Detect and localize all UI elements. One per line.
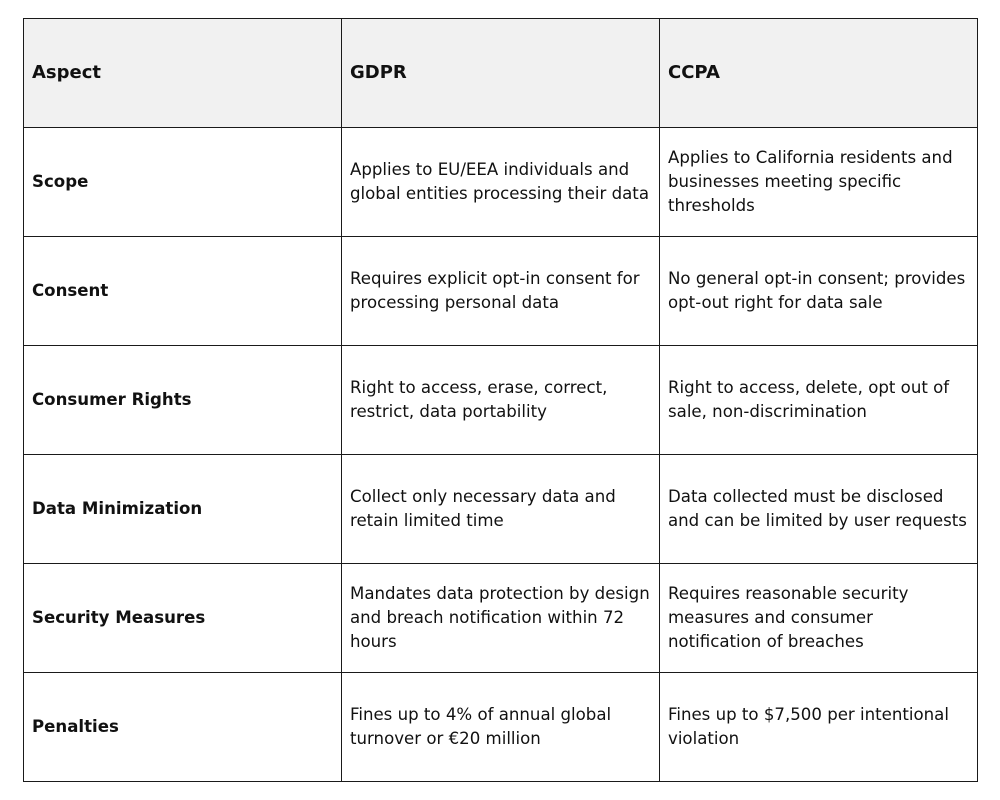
row-gdpr-cell: Requires explicit opt-in consent for processing personal data (342, 237, 660, 346)
row-ccpa-cell: Requires reasonable security measures and consumer notification of breaches (660, 564, 978, 673)
row-ccpa-cell: Applies to California residents and businesses meeting specific thresholds (660, 128, 978, 237)
row-gdpr-cell: Collect only necessary data and retain limited time (342, 455, 660, 564)
row-ccpa-cell: Data collected must be disclosed and can be limited by user requests (660, 455, 978, 564)
table-row (24, 237, 978, 346)
row-ccpa-cell: Right to access, delete, opt out of sale, non-discrimination (660, 346, 978, 455)
row-aspect-cell: Security Measures (24, 564, 342, 673)
row-aspect-cell: Data Minimization (24, 455, 342, 564)
row-aspect-cell: Consumer Rights (24, 346, 342, 455)
table-row (24, 346, 978, 455)
row-gdpr-cell: Right to access, erase, correct, restrict, data portability (342, 346, 660, 455)
row-gdpr-cell: Fines up to 4% of annual global turnover or €20 million (342, 673, 660, 782)
table-row (24, 564, 978, 673)
header-ccpa: CCPA (660, 19, 978, 128)
row-ccpa-cell: Fines up to $7,500 per intentional violation (660, 673, 978, 782)
gdpr-ccpa-comparison-table (23, 18, 978, 782)
table-body (24, 128, 978, 782)
row-aspect-cell: Consent (24, 237, 342, 346)
row-ccpa-cell: No general opt-in consent; provides opt-out right for data sale (660, 237, 978, 346)
row-gdpr-cell: Mandates data protection by design and breach notification within 72 hours (342, 564, 660, 673)
row-aspect-cell: Penalties (24, 673, 342, 782)
header-aspect: Aspect (24, 19, 342, 128)
table-row (24, 455, 978, 564)
row-aspect-cell: Scope (24, 128, 342, 237)
table-row (24, 673, 978, 782)
row-gdpr-cell: Applies to EU/EEA individuals and global entities processing their data (342, 128, 660, 237)
table-header (24, 19, 978, 128)
header-row (24, 19, 978, 128)
comparison-table-container (23, 18, 977, 782)
header-gdpr: GDPR (342, 19, 660, 128)
table-row (24, 128, 978, 237)
